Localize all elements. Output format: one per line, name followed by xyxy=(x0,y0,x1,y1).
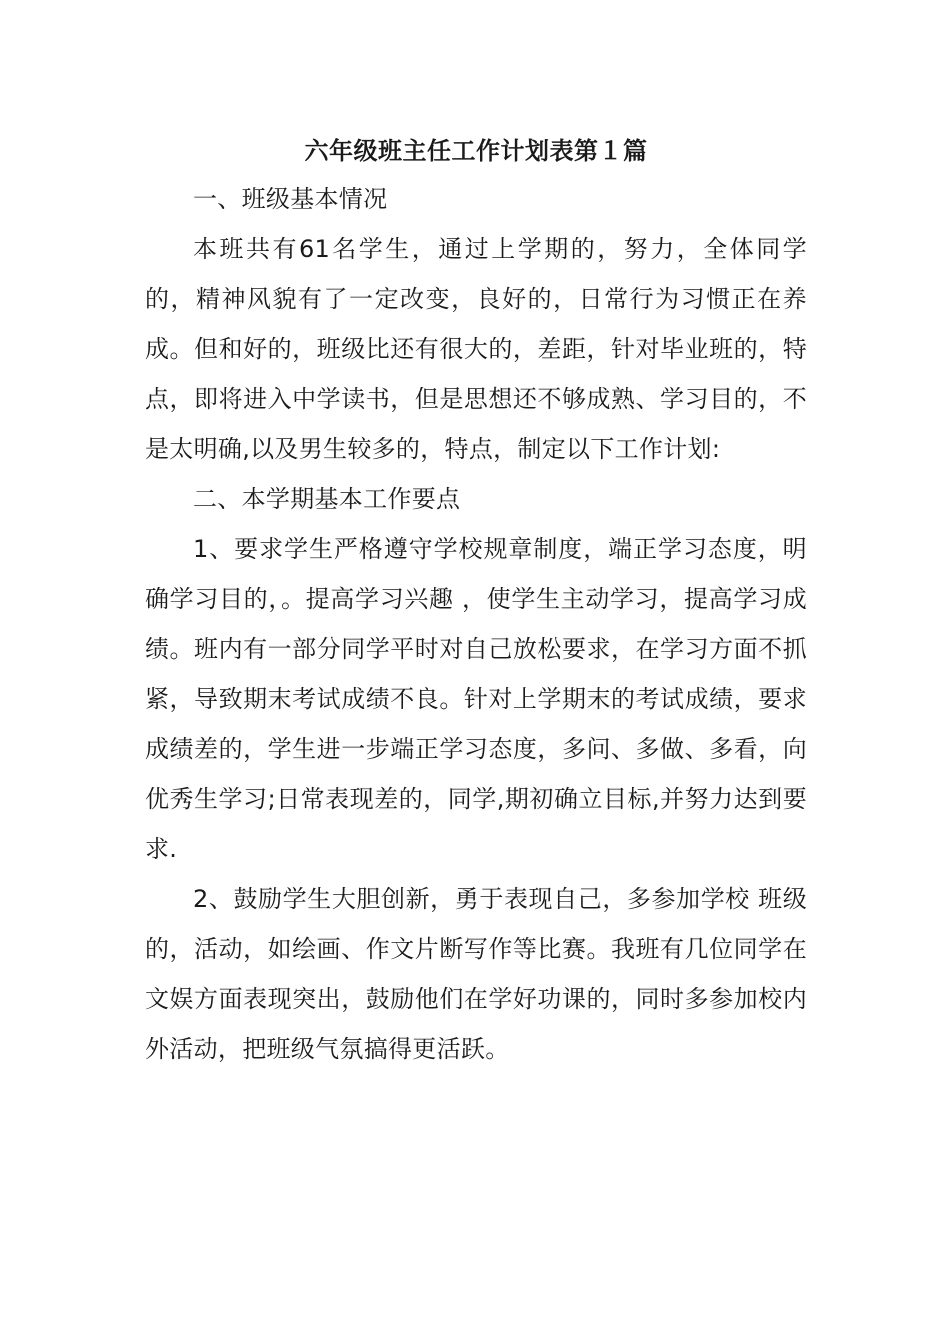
section1-paragraph: 本班共有61名学生，通过上学期的，努力，全体同学的，精神风貌有了一定改变，良好的，日常行为习惯正在养成。但和好的，班级比还有很大的，差距，针对毕业班的，特点，即将进入中学读书，但是思想还不够成熟、学习目的，不是太明确,以及男生较多的，特点，制定以下工作计划: xyxy=(145,235,807,463)
section2-heading: 二、本学期基本工作要点 xyxy=(193,485,461,513)
document-page xyxy=(145,128,807,1074)
section1-heading: 一、班级基本情况 xyxy=(193,185,388,213)
work-item-2: 2、鼓励学生大胆创新，勇于表现自己，多参加学校 班级的，活动，如绘画、作文片断写作等比赛。我班有几位同学在文娱方面表现突出，鼓励他们在学好功课的，同时多参加校内外活动，把班级气氛搞得更活跃。 xyxy=(145,885,807,1063)
document-title: 六年级班主任工作计划表第１篇 xyxy=(304,137,648,165)
work-item-1: 1、要求学生严格遵守学校规章制度，端正学习态度，明确学习目的，。提高学习兴趣 ，使学生主动学习，提高学习成绩。班内有一部分同学平时对自己放松要求，在学习方面不抓紧，导致期末考试成绩不良。针对上学期末的考试成绩，要求成绩差的，学生进一步端正学习态度，多问、多做、多看，向优秀生学习;日常表现差的，同学,期初确立目标,并努力达到要求. xyxy=(145,535,807,863)
